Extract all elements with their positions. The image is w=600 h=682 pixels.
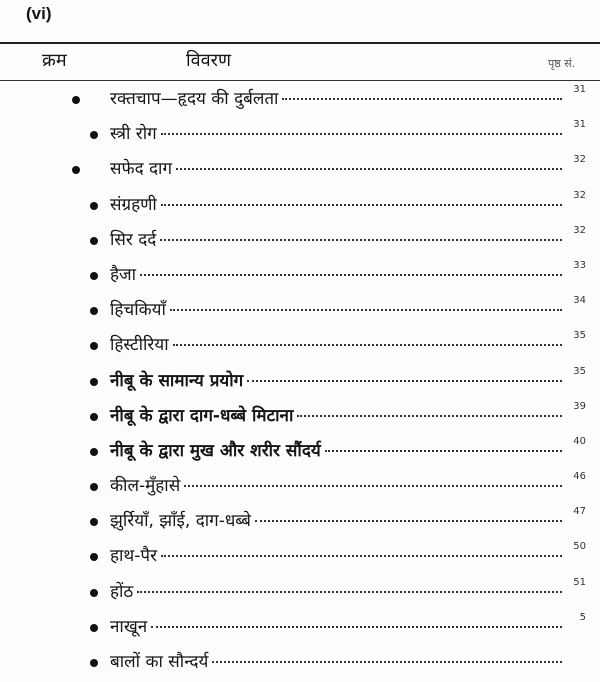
bullet-icon <box>90 518 98 526</box>
entry-title: नीबू के द्वारा मुख और शरीर सौंदर्य <box>110 440 321 461</box>
dot-leader <box>151 626 562 628</box>
dot-leader <box>161 555 562 557</box>
dot-leader <box>184 485 562 487</box>
entry-title: बालों का सौन्दर्य <box>110 652 209 672</box>
list-item <box>0 647 600 682</box>
list-item <box>0 295 600 330</box>
bullet-icon <box>90 131 98 139</box>
bullet-icon <box>90 342 98 350</box>
contents-list <box>0 84 600 682</box>
entry-page: 31 <box>573 84 586 95</box>
header-page: पृष्ठ सं. <box>548 57 576 70</box>
entry-title: हैजा <box>110 264 137 285</box>
list-item <box>0 577 600 612</box>
bullet-icon <box>72 166 80 174</box>
list-item <box>0 506 600 541</box>
list-item <box>0 260 600 295</box>
bullet-icon <box>90 378 98 386</box>
list-item <box>0 190 600 225</box>
dot-leader <box>161 204 562 206</box>
bullet-icon <box>90 202 98 210</box>
list-item <box>0 436 600 471</box>
dot-leader <box>325 450 562 452</box>
entry-title: सिर दर्द <box>110 229 157 250</box>
entry-page: 32 <box>573 154 586 166</box>
entry-page: 35 <box>573 365 586 377</box>
entry-title: सफेद दाग <box>110 159 173 180</box>
entry-title: नीबू के सामान्य प्रयोग <box>110 370 244 391</box>
bullet-icon <box>90 448 98 456</box>
dot-leader <box>176 168 562 170</box>
entry-title: नीबू के द्वारा दाग-धब्बे मिटाना <box>110 405 294 426</box>
entry-page: 39 <box>573 400 586 412</box>
dot-leader <box>137 591 562 593</box>
list-item <box>0 330 600 365</box>
page-number-label: (vi) <box>26 4 52 23</box>
dot-leader <box>282 98 562 100</box>
dot-leader <box>255 520 562 522</box>
bullet-icon <box>72 96 80 104</box>
entry-title: हिस्टीरिया <box>110 335 169 356</box>
entry-title: होंठ <box>110 581 134 602</box>
bullet-icon <box>90 237 98 245</box>
bullet-icon <box>90 589 98 597</box>
entry-page: 40 <box>573 435 586 447</box>
bullet-icon <box>90 553 98 561</box>
entry-title: नाखून <box>110 616 148 637</box>
entry-title: हाथ-पैर <box>110 546 158 567</box>
list-item <box>0 225 600 260</box>
dot-leader <box>161 133 562 135</box>
entry-page: 32 <box>573 189 586 201</box>
dot-leader <box>247 380 562 382</box>
list-item <box>0 154 600 189</box>
table-header <box>0 42 600 81</box>
header-description: विवरण <box>186 50 232 71</box>
bullet-icon <box>90 413 98 421</box>
entry-title: कील-मुँहासे <box>110 476 181 497</box>
bullet-icon <box>90 307 98 315</box>
dot-leader <box>160 239 562 241</box>
entry-page: 32 <box>573 224 586 236</box>
entry-page: 33 <box>573 259 586 271</box>
list-item <box>0 119 600 154</box>
entry-page: 31 <box>573 119 586 131</box>
entry-page: 35 <box>573 330 586 342</box>
entry-title: झुर्रियाँ, झाँई, दाग-धब्बे <box>110 511 251 532</box>
bullet-icon <box>90 483 98 491</box>
dot-leader <box>297 415 562 417</box>
list-item <box>0 471 600 506</box>
list-item <box>0 366 600 401</box>
bullet-icon <box>90 624 98 632</box>
entry-page: 34 <box>573 295 586 307</box>
entry-title: संग्रहणी <box>110 194 157 215</box>
entry-page: 50 <box>573 541 586 553</box>
list-item <box>0 84 600 119</box>
header-serial: क्रम <box>42 50 67 71</box>
dot-leader <box>212 661 562 663</box>
dot-leader <box>173 344 562 346</box>
entry-title: हिचकियाँ <box>110 300 166 321</box>
entry-page: 51 <box>573 576 586 588</box>
dot-leader <box>140 274 562 276</box>
entry-title: रक्तचाप—हृदय की दुर्बलता <box>110 89 279 109</box>
bullet-icon <box>90 659 98 667</box>
list-item <box>0 401 600 436</box>
dot-leader <box>170 309 562 311</box>
list-item <box>0 612 600 647</box>
entry-page: 47 <box>573 506 586 518</box>
entry-page: 5 <box>579 611 586 623</box>
entry-page: 46 <box>573 471 586 483</box>
list-item <box>0 541 600 576</box>
bullet-icon <box>90 272 98 280</box>
entry-title: स्त्री रोग <box>110 124 157 145</box>
